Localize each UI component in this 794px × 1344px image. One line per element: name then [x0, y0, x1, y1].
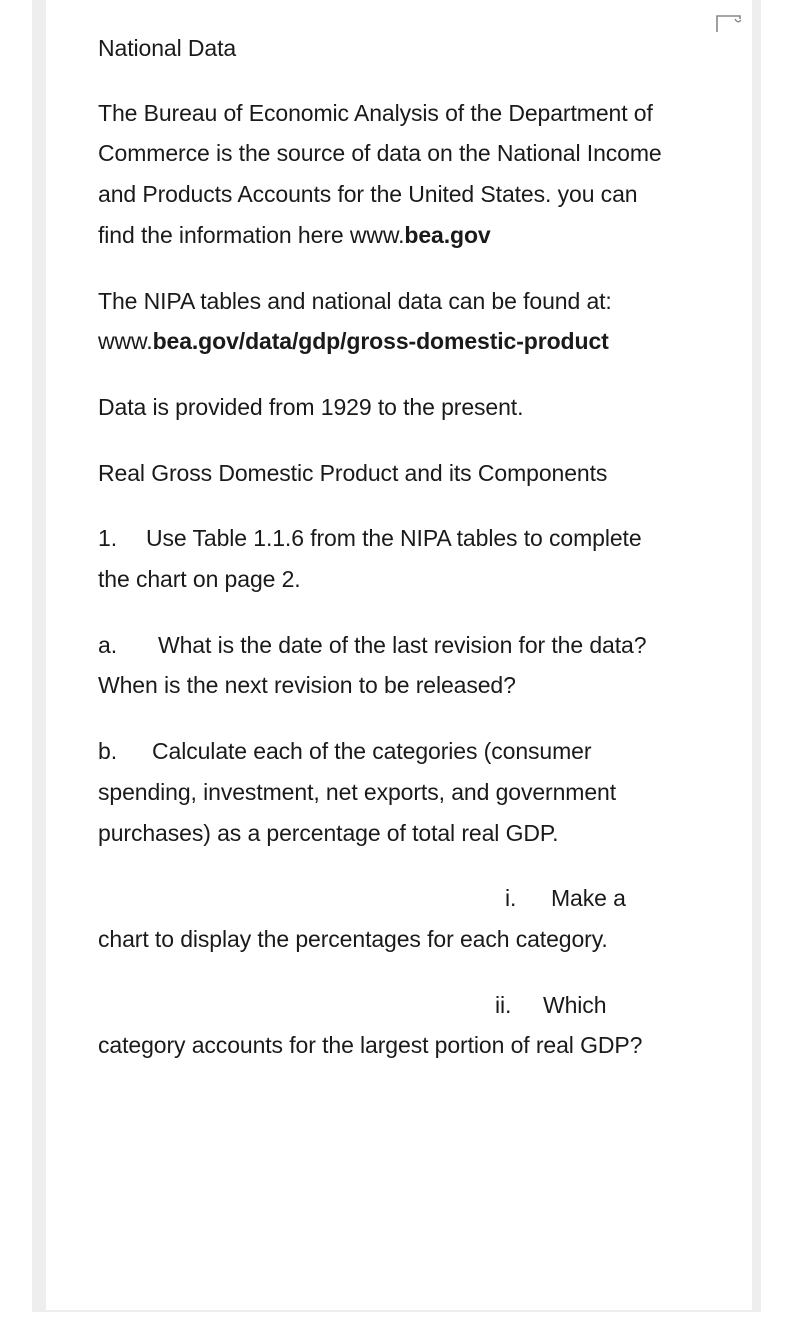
question-i [98, 878, 678, 959]
question-a-marker: a. [98, 631, 117, 658]
nipa-paragraph [98, 281, 678, 362]
question-ii-marker: ii. [495, 991, 512, 1018]
question-i-first: Make a [551, 885, 626, 912]
nipa-link[interactable]: bea.gov/data/gdp/gross-domestic-product [152, 328, 609, 355]
question-i-first-line [98, 878, 678, 919]
question-1 [98, 518, 678, 599]
document-title: National Data [98, 35, 237, 61]
question-i-marker: i. [505, 885, 517, 912]
question-ii [98, 985, 678, 1066]
bea-link[interactable]: bea.gov [404, 221, 491, 248]
question-1-text: Use Table 1.1.6 from the NIPA tables to complete the chart on page 2. [98, 525, 642, 593]
question-b-text: Calculate each of the categories (consumer spending, investment, net exports, and government purchases) as a percentage of total real GDP. [98, 738, 617, 846]
document-content [98, 28, 678, 1066]
question-1-marker: 1. [98, 525, 117, 552]
data-range-paragraph: Data is provided from 1929 to the present. [98, 393, 524, 420]
question-ii-first: Which [543, 991, 607, 1018]
question-i-rest: chart to display the percentages for each category. [98, 925, 608, 952]
question-ii-rest: category accounts for the largest portion of real GDP? [98, 1032, 643, 1059]
question-b-marker: b. [98, 738, 117, 765]
intro-paragraph [98, 93, 678, 256]
expand-corner-icon[interactable] [714, 12, 744, 34]
intro-text: The Bureau of Economic Analysis of the Department of Commerce is the source of data on the National Income and Products Accounts for the United States. you can find the information here www. [98, 99, 662, 248]
question-ii-first-line [98, 985, 678, 1026]
nipa-text: The NIPA tables and national data can be found at: www. [98, 287, 612, 355]
question-a-text: What is the date of the last revision for the data? When is the next revision to be released? [98, 631, 647, 699]
section-heading: Real Gross Domestic Product and its Components [98, 459, 608, 486]
question-b [98, 731, 678, 853]
question-a [98, 625, 678, 706]
